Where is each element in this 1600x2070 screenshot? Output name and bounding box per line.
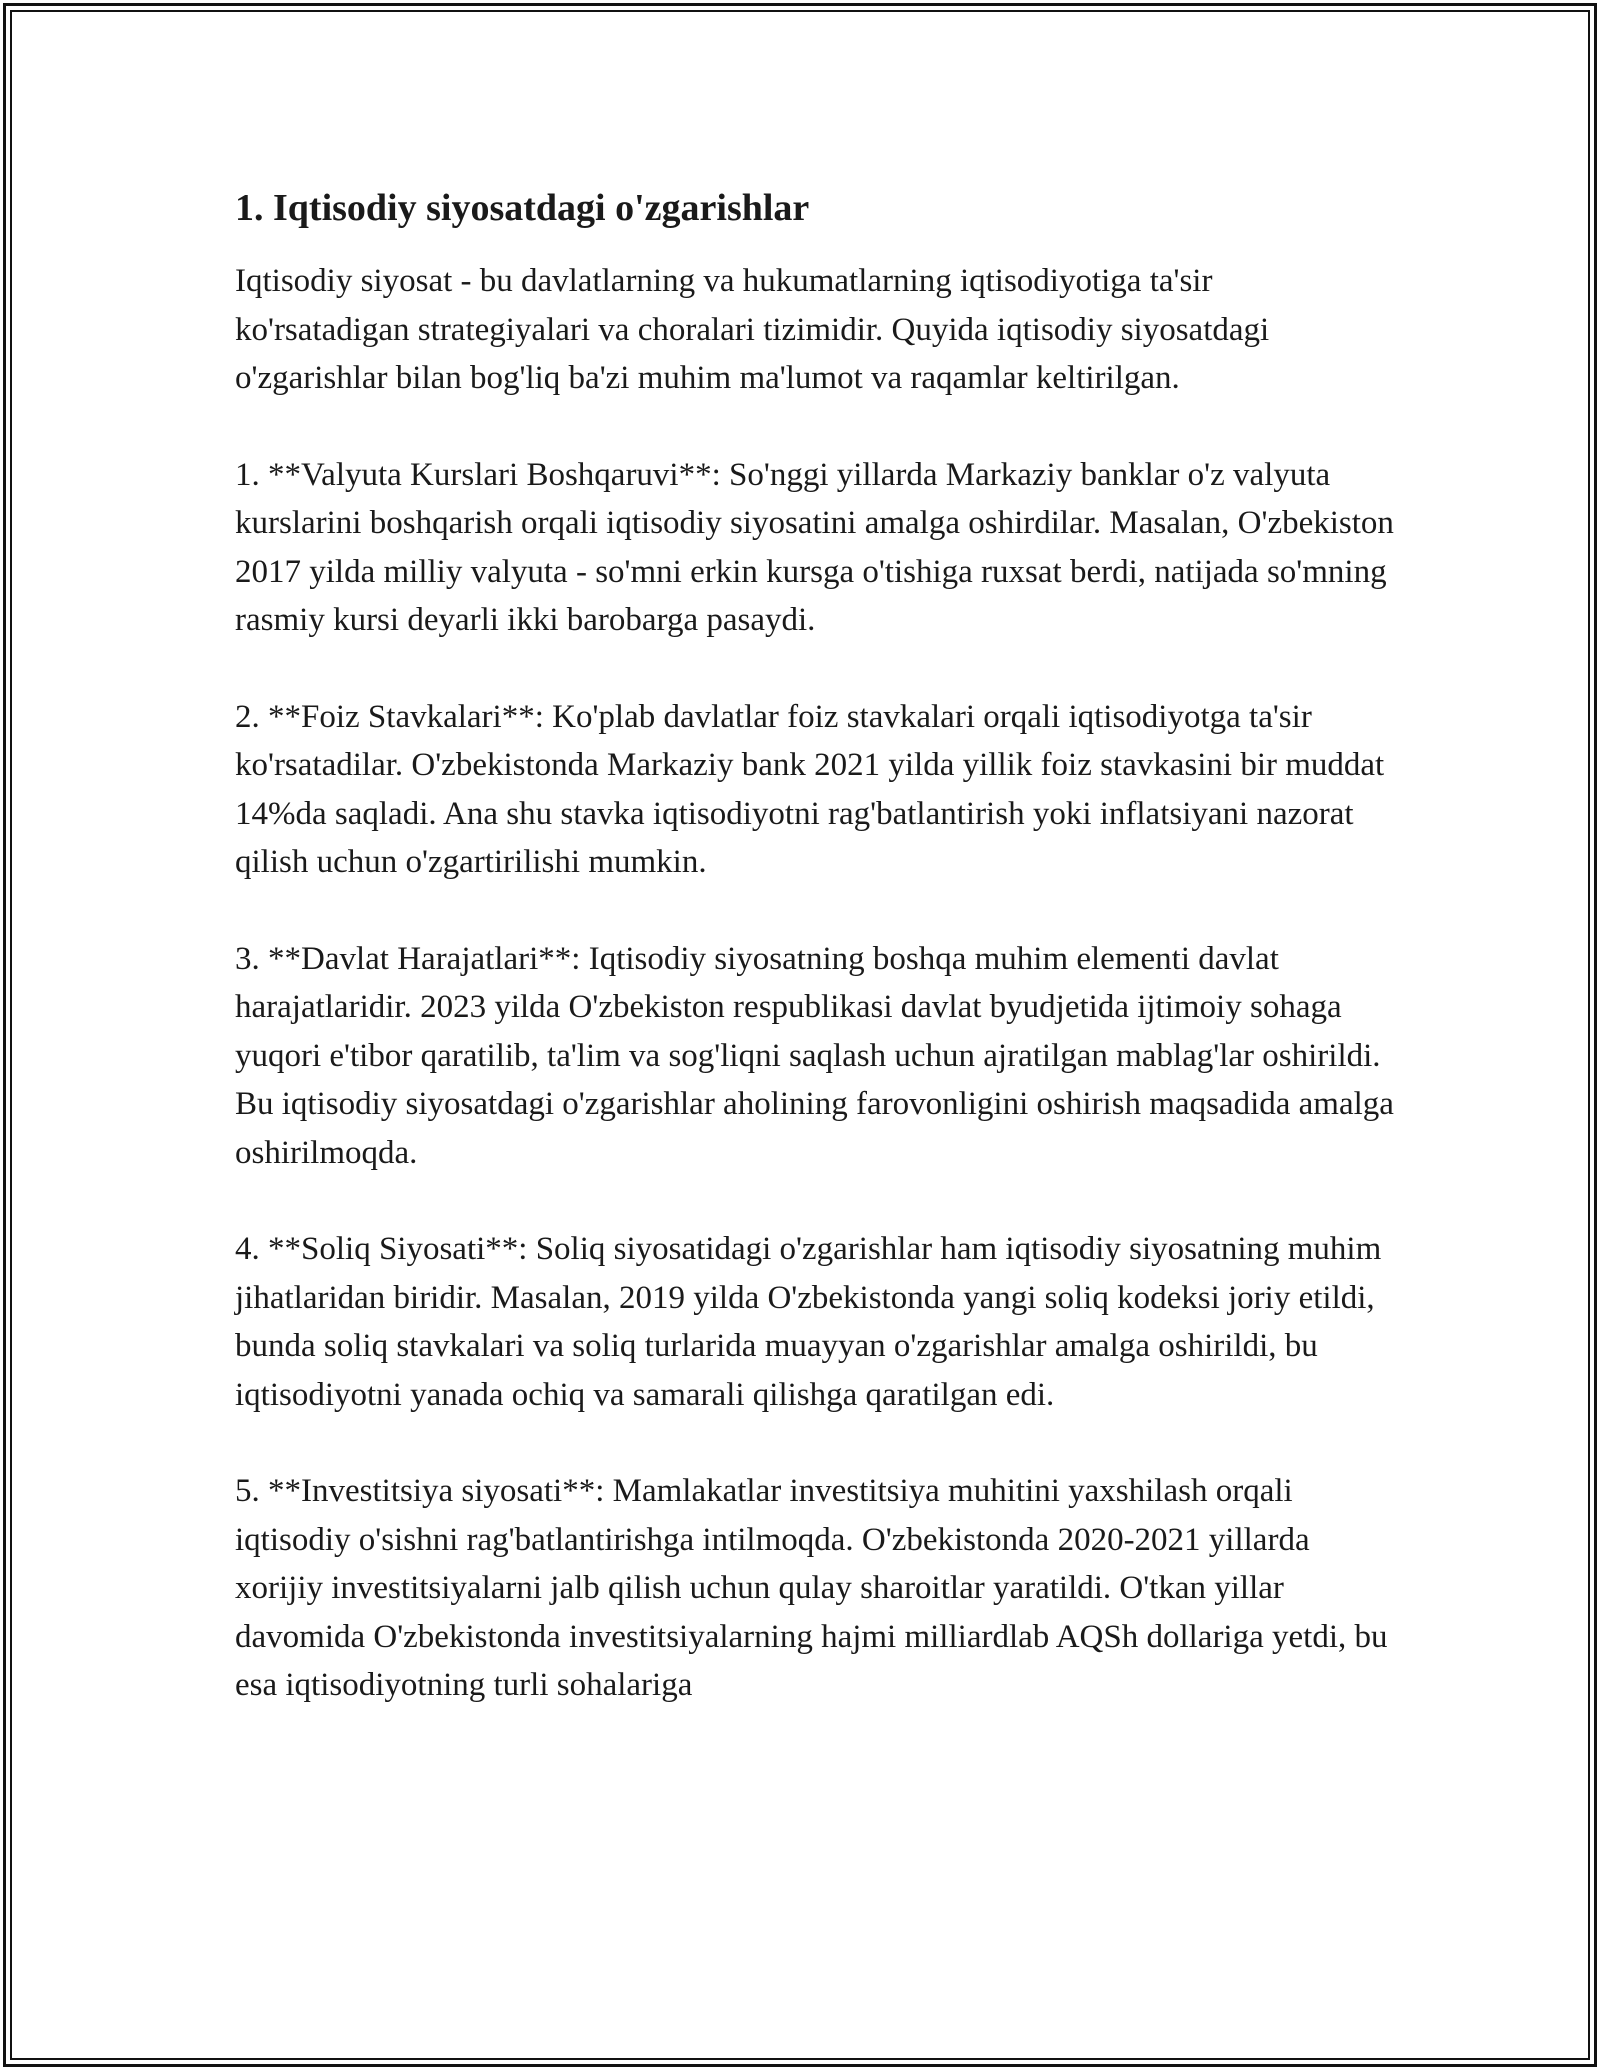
paragraph-investment-policy: 5. **Investitsiya siyosati**: Mamlakatlar investitsiya muhitini yaxshilash orqali iqtisodiy o'sishni rag'batlantirishga intilmoqda. O'zbekistonda 2020-2021 yillarda xorijiy investitsiyalarni jalb qilish uchun qulay sharoitlar yaratildi. O'tkan yillar davomida O'zbekistonda investitsiyalarning hajmi milliardlab AQSh dollariga yetdi, bu esa iqtisodiyotning turli sohalariga: [235, 1473, 1388, 1703]
paragraph-currency-management: 1. **Valyuta Kurslari Boshqaruvi**: So'nggi yillarda Markaziy banklar o'z valyuta kurslarini boshqarish orqali iqtisodiy siyosatini amalga oshirdilar. Masalan, O'zbekiston 2017 yilda milliy valyuta - so'mni erkin kursga o'tishiga ruxsat berdi, natijada so'mning rasmiy kursi deyarli ikki barobarga pasaydi.: [235, 456, 1394, 638]
paragraph-tax-policy: 4. **Soliq Siyosati**: Soliq siyosatidagi o'zgarishlar ham iqtisodiy siyosatning muhim jihatlaridan biridir. Masalan, 2019 yilda O'zbekistonda yangi soliq kodeksi joriy etildi, bunda soliq stavkalari va soliq turlarida muayyan o'zgarishlar amalga oshirildi, bu iqtisodiyotni yanada ochiq va samarali qilishga qaratilgan edi.: [235, 1231, 1382, 1413]
paragraph-government-spending: 3. **Davlat Harajatlari**: Iqtisodiy siyosatning boshqa muhim elementi davlat harajatlaridir. 2023 yilda O'zbekiston respublikasi davlat byudjetida ijtimoiy sohaga yuqori e'tibor qaratilib, ta'lim va sog'liqni saqlash uchun ajratilgan mablag'lar oshirildi. Bu iqtisodiy siyosatdagi o'zgarishlar aholining farovonligini oshirish maqsadida amalga oshirilmoqda.: [235, 940, 1394, 1171]
paragraph-interest-rates: 2. **Foiz Stavkalari**: Ko'plab davlatlar foiz stavkalari orqali iqtisodiyotga ta'sir ko'rsatadilar. O'zbekistonda Markaziy bank 2021 yilda yillik foiz stavkasini bir muddat 14%da saqladi. Ana shu stavka iqtisodiyotni rag'batlantirish yoki inflatsiyani nazorat qilish uchun o'zgartirilishi mumkin.: [235, 698, 1385, 880]
intro-paragraph: Iqtisodiy siyosat - bu davlatlarning va hukumatlarning iqtisodiyotiga ta'sir ko'rsatadigan strategiyalari va choralari tizimidir. Quyida iqtisodiy siyosatdagi o'zgarishlar bilan bog'liq ba'zi muhim ma'lumot va raqamlar keltirilgan.: [235, 263, 1270, 396]
document-body: [235, 185, 1395, 1758]
section-title: 1. Iqtisodiy siyosatdagi o'zgarishlar: [235, 187, 810, 229]
